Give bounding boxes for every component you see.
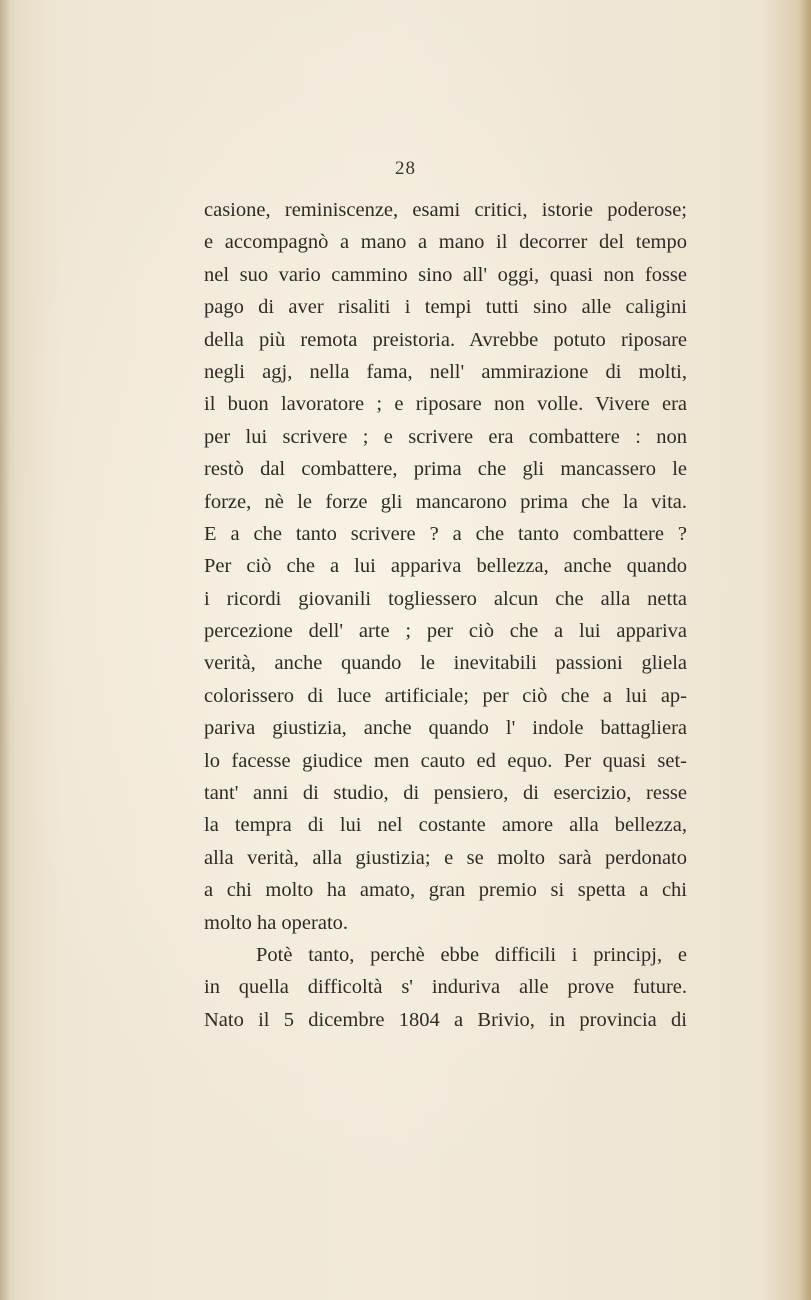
text-line: nel suo vario cammino sino all' oggi, quasi non fosse [204,263,687,286]
text-line: il buon lavoratore ; e riposare non volle. Vivere era [204,393,687,416]
text-line: tant' anni di studio, di pensiero, di esercizio, resse [204,782,687,805]
text-line: E a che tanto scrivere ? a che tanto combattere ? [204,522,687,545]
page-left-edge-shadow [0,0,10,1300]
text-line: Nato il 5 dicembre 1804 a Brivio, in provincia di [204,1008,687,1031]
text-line: percezione dell' arte ; per ciò che a lui appariva [204,620,687,643]
text-line: verità, anche quando le inevitabili passioni gliela [204,652,687,675]
text-line: in quella difficoltà s' induriva alle prove future. [204,976,687,999]
text-line: forze, nè le forze gli mancarono prima che la vita. [204,490,687,513]
text-line: restò dal combattere, prima che gli mancassero le [204,458,687,481]
page-right-edge-shadow [797,0,811,1300]
paragraph-start-line: Potè tanto, perchè ebbe difficili i principj, e [256,943,687,966]
text-line: casione, reminiscenze, esami critici, istorie poderose; [204,199,687,221]
text-line: Per ciò che a lui appariva bellezza, anche quando [204,555,687,578]
text-line: i ricordi giovanili togliessero alcun che alla netta [204,587,687,610]
text-line: la tempra di lui nel costante amore alla bellezza, [204,814,687,837]
text-line: colorissero di luce artificiale; per ciò che a lui ap- [204,684,687,707]
paragraph-end-line: molto ha operato. [204,911,349,934]
page-number: 28 [395,158,416,179]
text-line: pago di aver risaliti i tempi tutti sino alle caligini [204,296,687,319]
body-text [204,194,687,1036]
text-line: a chi molto ha amato, gran premio si spetta a chi [204,879,687,902]
text-line: negli agj, nella fama, nell' ammirazione di molti, [204,360,687,383]
text-line: alla verità, alla giustizia; e se molto sarà perdonato [204,846,687,869]
text-line: per lui scrivere ; e scrivere era combattere : non [204,425,687,448]
text-line: e accompagnò a mano a mano il decorrer del tempo [204,231,687,254]
text-line: pariva giustizia, anche quando l' indole battagliera [204,717,687,740]
text-line: lo facesse giudice men cauto ed equo. Per quasi set- [204,749,687,772]
text-line: della più remota preistoria. Avrebbe potuto riposare [204,328,687,351]
